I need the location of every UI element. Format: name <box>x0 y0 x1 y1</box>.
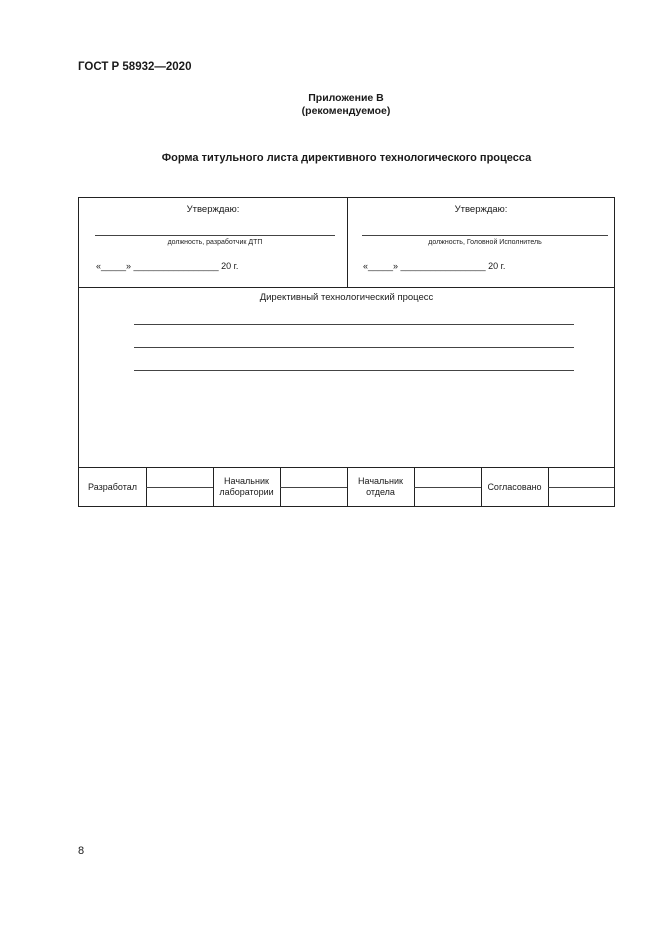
approval-right-caption: должность, Головной Исполнитель <box>428 239 542 246</box>
signature-developed-label: Разработал <box>88 482 137 492</box>
appendix-title: Приложение В <box>308 92 384 104</box>
appendix-subtitle: (рекомендуемое) <box>301 105 391 117</box>
approval-left-caption: должность, разработчик ДТП <box>167 239 263 246</box>
process-line-1 <box>134 324 574 325</box>
approval-left-date: «_____» _________________ 20 г. <box>96 261 239 271</box>
approval-left-signature-line <box>95 235 335 236</box>
signature-lab-head-label: Начальник лаборатории <box>219 476 274 497</box>
title-sheet-form <box>78 197 615 507</box>
process-line-2 <box>134 347 574 348</box>
process-line-3 <box>134 370 574 371</box>
page-number: 8 <box>78 845 85 857</box>
form-title: Форма титульного листа директивного технологического процесса <box>161 152 532 164</box>
signature-dept-head-label: Начальник отдела <box>358 476 403 497</box>
approval-right-date: «_____» _________________ 20 г. <box>363 261 506 271</box>
document-code: ГОСТ Р 58932—2020 <box>78 61 192 73</box>
approval-left-label: Утверждаю: <box>186 204 240 215</box>
signature-agreed-label: Согласовано <box>487 482 542 492</box>
approval-right-label: Утверждаю: <box>454 204 508 215</box>
appendix-heading <box>0 92 661 118</box>
process-title: Директивный технологический процесс <box>259 292 434 303</box>
approval-section-border <box>79 287 614 288</box>
approval-right-signature-line <box>362 235 608 236</box>
